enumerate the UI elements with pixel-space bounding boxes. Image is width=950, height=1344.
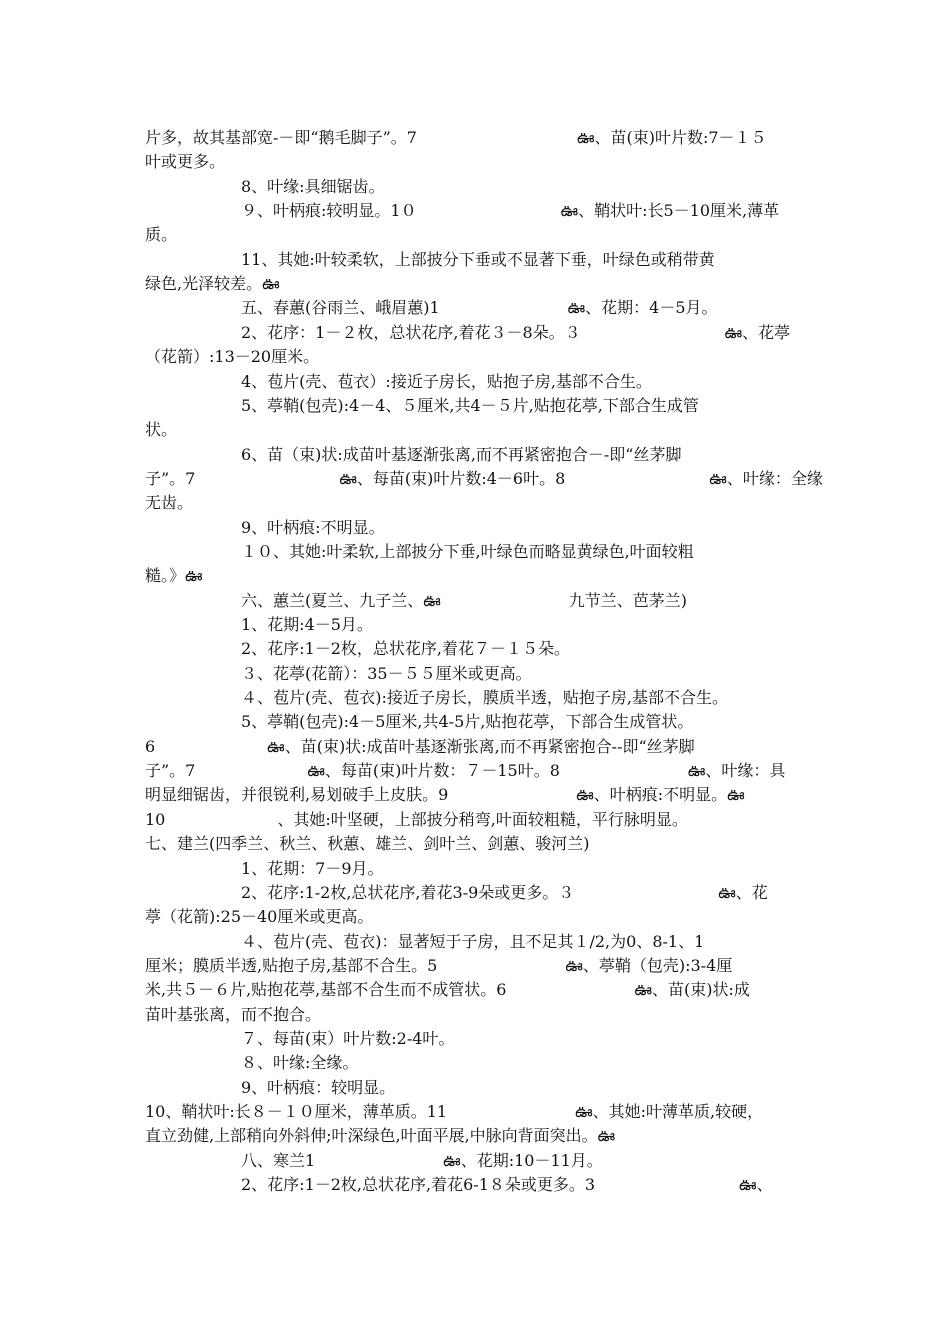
text-line: 4、苞片(壳、苞衣）:接近子房长，贴抱子房,基部不合生。 bbox=[145, 372, 652, 391]
text-line: 10 、其她:叶坚硬，上部披分稍弯,叶面较粗糙，平行脉明显。 bbox=[145, 810, 688, 829]
text-line: ４、苞片(壳、苞衣)：显著短于子房，且不足其１/2,为0、8-1、1 bbox=[145, 932, 705, 951]
text-line: 片多，故其基部宽-－即“鹅毛脚子”。7 ఊ、苗(束)叶片数:7－１５ bbox=[145, 128, 767, 147]
text-line: 葶（花箭):25－40厘米或更高。 bbox=[145, 907, 374, 926]
text-line: 糙。》ఊ bbox=[145, 566, 203, 585]
text-line: １０、其她:叶柔软,上部披分下垂,叶绿色而略显黄绿色,叶面较粗 bbox=[145, 542, 694, 561]
text-line: 2、花序:1－2枚,总状花序,着花6-1８朵或更多。3 ఊ、 bbox=[145, 1175, 773, 1194]
text-line: 八、寒兰1 ఊ、花期:10－11月。 bbox=[145, 1151, 603, 1170]
text-line: 明显细锯齿，并很锐利,易划破手上皮肤。9 ఊ、叶柄痕:不明显。ఊ bbox=[145, 785, 745, 804]
text-line: ９、叶柄痕:较明显。1０ ఊ、鞘状叶:长5－10厘米,薄革 bbox=[145, 201, 780, 220]
text-line: 5、葶鞘(包壳):4－5厘米,共4-5片,贴抱花葶，下部合生成管状。 bbox=[145, 712, 694, 731]
text-line: 1、花期：7－9月。 bbox=[145, 859, 384, 878]
text-line: ７、每苗(束）叶片数:2-4叶。 bbox=[145, 1029, 455, 1048]
text-line: 6 ఊ、苗(束)状:成苗叶基逐渐张离,而不再紧密抱合--即“丝茅脚 bbox=[145, 737, 695, 756]
text-line: 子”。7 ఊ、每苗(束)叶片数:4－6叶。8 ఊ、叶缘：全缘 bbox=[145, 469, 823, 488]
text-line: 六、蕙兰(夏兰、九子兰、ఊ 九节兰、芭茅兰) bbox=[145, 591, 688, 610]
text-line: 五、春蕙(谷雨兰、峨眉蕙)1 ఊ、花期：4－5月。 bbox=[145, 298, 718, 317]
text-line: 直立劲健,上部稍向外斜伸;叶深绿色,叶面平展,中脉向背面突出。ఊ bbox=[145, 1126, 616, 1145]
text-line: 11、其她:叶较柔软，上部披分下垂或不显著下垂，叶绿色或稍带黄 bbox=[145, 250, 715, 269]
text-line: 2、花序:1－2枚，总状花序,着花７－１５朵。 bbox=[145, 639, 571, 658]
text-line: 6、苗（束)状:成苗叶基逐渐张离,而不再紧密抱合－-即“丝茅脚 bbox=[145, 445, 682, 464]
text-line: 5、葶鞘(包壳):4－4、５厘米,共4－５片,贴抱花葶,下部合生成管 bbox=[145, 396, 699, 415]
text-line: 子”。7 ఊ、每苗(束)叶片数：７－15叶。8 ఊ、叶缘：具 bbox=[145, 761, 786, 780]
text-line: 绿色,光泽较差。ఊ bbox=[145, 274, 280, 293]
text-line: ４、苞片(壳、苞衣):接近子房长，膜质半透，贴抱子房,基部不合生。 bbox=[145, 688, 728, 707]
text-line: 8、叶缘:具细锯齿。 bbox=[145, 177, 385, 196]
text-line: 2、花序：1－２枚，总状花序,着花３－8朵。３ ఊ、花葶 bbox=[145, 323, 791, 342]
text-line: 状。 bbox=[145, 420, 178, 439]
text-line: 米,共５－６片,贴抱花葶,基部不合生而不成管状。6 ఊ、苗(束)状:成 bbox=[145, 980, 750, 999]
text-line: ３、花葶(花箭）：35－５５厘米或更高。 bbox=[145, 664, 532, 683]
text-line: 七、建兰(四季兰、秋兰、秋蕙、雄兰、剑叶兰、剑蕙、骏河兰) bbox=[145, 834, 590, 853]
text-line: 10、鞘状叶:长８－１０厘米，薄革质。11 ఊ、其她:叶薄革质,较硬， bbox=[145, 1102, 764, 1121]
text-line: 厘米；膜质半透,贴抱子房,基部不合生。5 ఊ、葶鞘（包壳):3-4厘 bbox=[145, 956, 733, 975]
text-line: 无齿。 bbox=[145, 493, 194, 512]
text-line: 叶或更多。 bbox=[145, 152, 226, 171]
text-line: （花箭）:13－20厘米。 bbox=[145, 347, 320, 366]
text-line: 9、叶柄痕:不明显。 bbox=[145, 518, 385, 537]
text-line: 质。 bbox=[145, 225, 178, 244]
text-line: 9、叶柄痕：较明显。 bbox=[145, 1078, 396, 1097]
text-line: 苗叶基张离，而不抱合。 bbox=[145, 1005, 322, 1024]
text-line: 1、花期:4－5月。 bbox=[145, 615, 373, 634]
text-line: 2、花序:1-2枚,总状花序,着花3-9朵或更多。３ ఊ、花 bbox=[145, 883, 768, 902]
text-line: ８、叶缘:全缘。 bbox=[145, 1053, 359, 1072]
